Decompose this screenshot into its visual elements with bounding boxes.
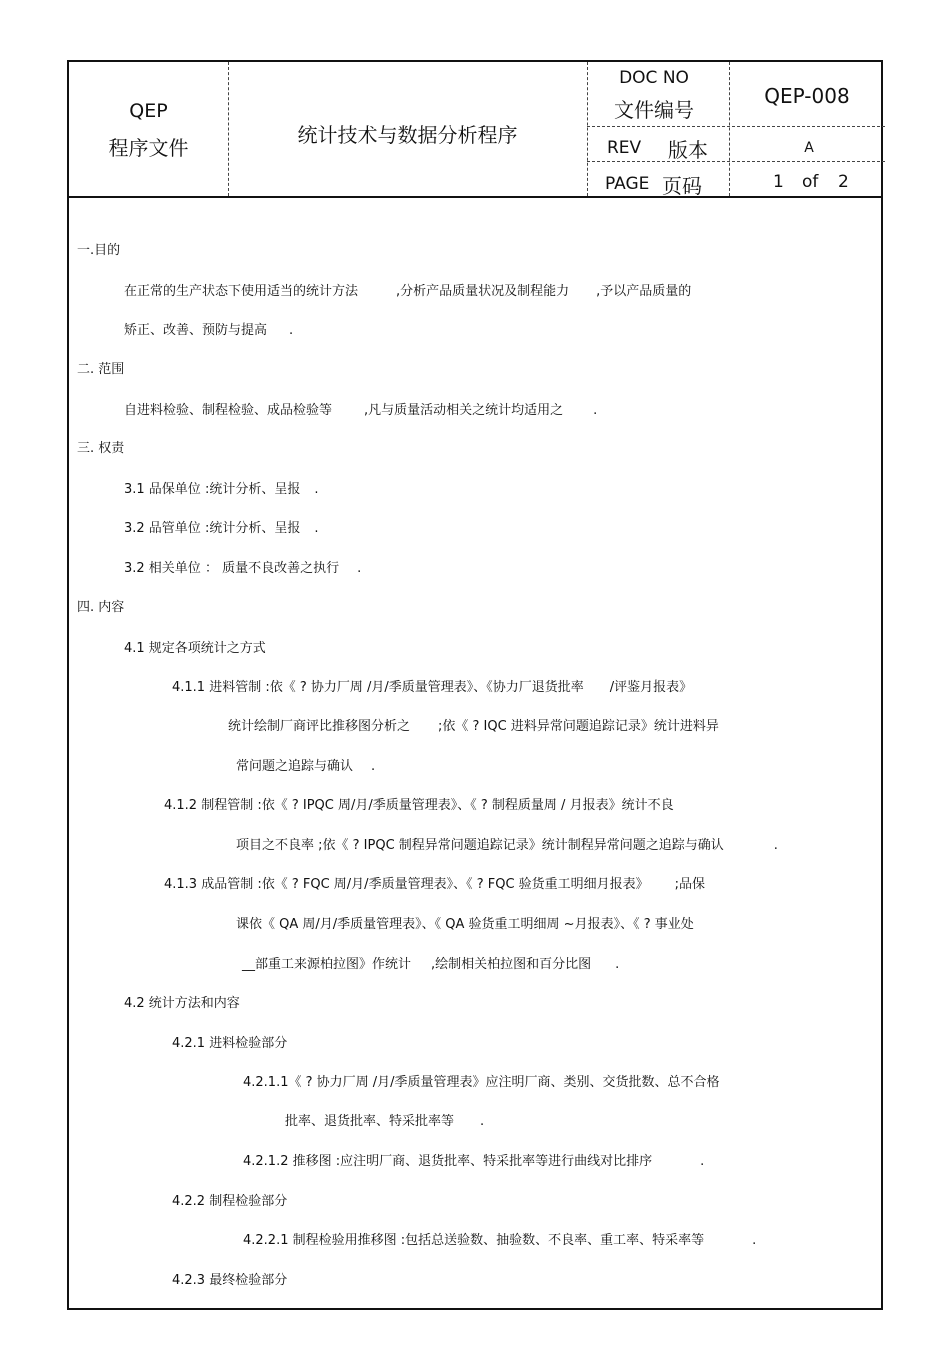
paragraph-line: [124, 403, 597, 419]
text-span: 在正常的生产状态下使用适当的统计方法: [124, 284, 359, 299]
text-span: .: [371, 759, 376, 774]
text-span: 统计绘制厂商评比推移图分析之: [228, 719, 411, 734]
text-span: .: [615, 957, 620, 972]
page-current: 1: [773, 172, 784, 192]
text-span: .: [752, 1233, 757, 1248]
text-span: ,予以产品质量的: [596, 284, 692, 299]
rev-label-en: REV: [607, 138, 642, 158]
list-item: [124, 561, 361, 577]
text-span: /评鉴月报表》: [609, 680, 693, 695]
section-heading: 一.目的: [77, 243, 121, 258]
list-item: [124, 482, 318, 498]
page-label-cn: 页码: [662, 174, 702, 198]
text-span: 4.1.3 成品管制 :依《 ? FQC 周/月/季质量管理表》、《 ? FQC 验货重工明细月报表》: [164, 877, 649, 892]
paragraph-line: 4.1.2 制程管制 :依《 ? IPQC 周/月/季质量管理表》、《 ? 制程质量周 / 月报表》统计不良: [164, 798, 674, 813]
document-header: [69, 62, 881, 198]
subsection-heading: 4.2.1 进料检验部分: [172, 1036, 288, 1051]
text-span: 4.2.2.1 制程检验用推移图 :包括总送验数、抽验数、不良率、重工率、特采率等: [243, 1233, 705, 1248]
paragraph-line: [172, 680, 692, 696]
text-span: 常问题之追踪与确认: [236, 759, 354, 774]
section-heading: 三. 权责: [77, 441, 125, 456]
text-span: 项目之不良率 ;依《 ? IPQC 制程异常问题追踪记录》统计制程异常问题之追踪与确认: [236, 838, 724, 853]
text-span: .: [357, 561, 362, 576]
text-span: .: [700, 1154, 705, 1169]
rev-value: A: [804, 140, 814, 156]
text-span: .: [593, 403, 598, 418]
text-span: 3.1 品保单位 :统计分析、呈报: [124, 482, 301, 497]
paragraph-line: [243, 1233, 756, 1249]
paragraph-line: 课依《 QA 周/月/季质量管理表》、《 QA 验货重工明细周 ~月报表》、《 ? 事业处: [236, 917, 694, 932]
rev-label-cn: 版本: [668, 138, 708, 162]
subsection-heading: 4.1 规定各项统计之方式: [124, 641, 266, 656]
text-span: .: [314, 482, 319, 497]
document-frame: [67, 60, 883, 1310]
subsection-heading: 4.2.2 制程检验部分: [172, 1194, 288, 1209]
paragraph-line: [124, 284, 691, 300]
paragraph-line: [164, 877, 705, 893]
text-span: ,绘制相关柏拉图和百分比图: [431, 957, 592, 972]
section-heading: 四. 内容: [77, 600, 125, 615]
text-span: __部重工来源柏拉图》作统计: [242, 957, 412, 972]
paragraph-line: [242, 957, 619, 973]
doc-no-label-cn: 文件编号: [614, 98, 694, 122]
text-span: .: [480, 1114, 485, 1129]
subsection-heading: 4.2.3 最终检验部分: [172, 1273, 288, 1288]
text-span: ,凡与质量活动相关之统计均适用之: [364, 403, 564, 418]
text-span: .: [289, 323, 294, 338]
document-title: 统计技术与数据分析程序: [297, 123, 518, 147]
paragraph-line: [228, 719, 719, 735]
paragraph-line: [243, 1154, 704, 1170]
text-span: 4.2.1.2 推移图 :应注明厂商、退货批率、特采批率等进行曲线对比排序: [243, 1154, 653, 1169]
text-span: 3.2 品管单位 :统计分析、呈报: [124, 521, 301, 536]
paragraph-line: [236, 759, 375, 775]
header-divider: [729, 62, 730, 196]
text-span: 批率、退货批率、特采批率等: [285, 1114, 455, 1129]
header-row-divider: [587, 161, 885, 162]
doc-type: 程序文件: [108, 136, 189, 160]
text-span: 3.2 相关单位 ： 质量不良改善之执行: [124, 561, 340, 576]
text-span: .: [314, 521, 319, 536]
paragraph-line: [236, 838, 778, 854]
paragraph-line: [285, 1114, 484, 1130]
list-item: [124, 521, 318, 537]
text-span: ,分析产品质量状况及制程能力: [396, 284, 570, 299]
text-span: 自进料检验、制程检验、成品检验等: [124, 403, 333, 418]
paragraph-line: [124, 323, 293, 339]
text-span: 矫正、改善、预防与提高: [124, 323, 268, 338]
text-span: ;依《 ? IQC 进料异常问题追踪记录》统计进料异: [438, 719, 719, 734]
subsection-heading: 4.2 统计方法和内容: [124, 996, 240, 1011]
paragraph-line: 4.2.1.1《 ? 协力厂周 /月/季质量管理表》应注明厂商、类别、交货批数、总不合格: [243, 1075, 720, 1090]
company-name: QEP: [129, 100, 168, 122]
page-label-en: PAGE: [605, 174, 650, 194]
doc-no-value: QEP-008: [764, 84, 850, 108]
text-span: 4.1.1 进料管制 :依《 ? 协力厂周 /月/季质量管理表》、《协力厂退货批率: [172, 680, 584, 695]
page-of: of: [802, 172, 819, 192]
page-total: 2: [838, 172, 849, 192]
doc-no-label-en: DOC NO: [619, 68, 689, 88]
section-heading: 二. 范围: [77, 362, 125, 377]
text-span: .: [773, 838, 778, 853]
text-span: ;品保: [674, 877, 706, 892]
header-row-divider: [587, 126, 885, 127]
